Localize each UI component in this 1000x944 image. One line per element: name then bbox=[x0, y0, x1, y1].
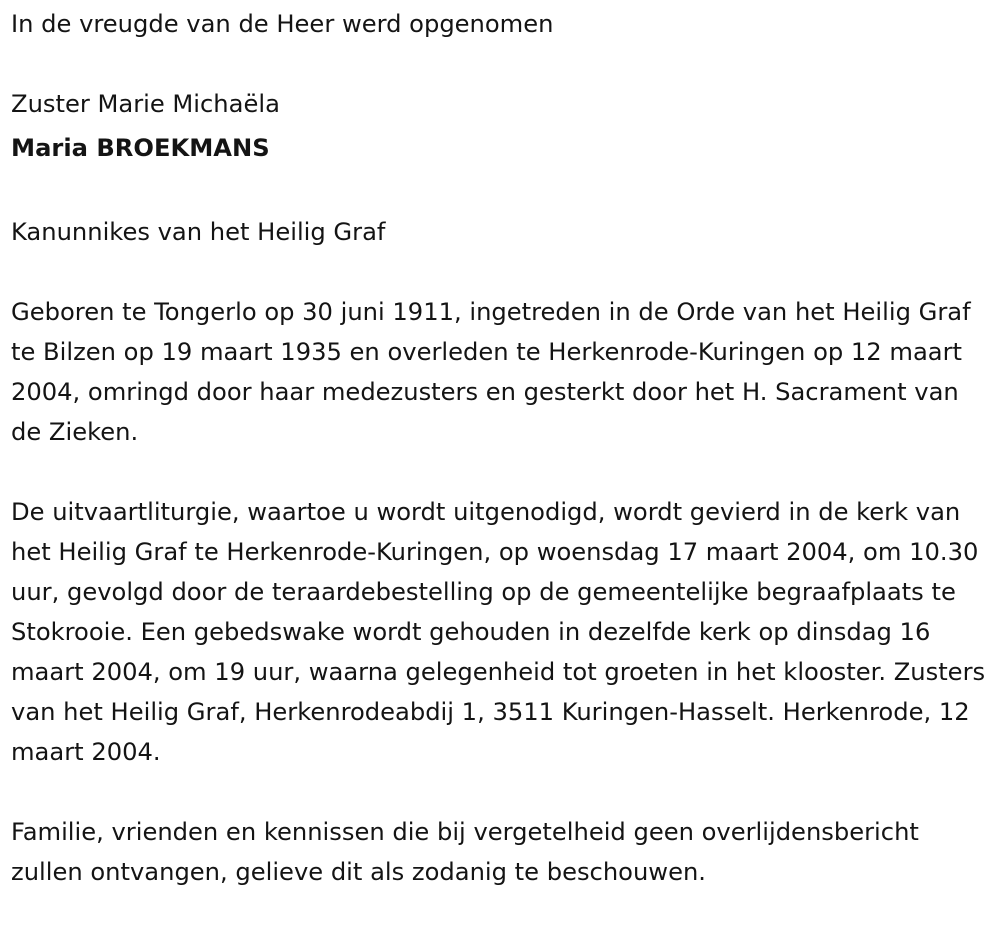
closing-paragraph: Familie, vrienden en kennissen die bij vergetelheid geen overlijdensbericht zullen ontvangen, gelieve dit als zodanig te beschouwen. bbox=[11, 818, 919, 886]
spacer bbox=[11, 252, 995, 292]
notice-heading: In de vreugde van de Heer werd opgenomen bbox=[11, 10, 554, 38]
religious-name: Zuster Marie Michaëla bbox=[11, 90, 280, 118]
spacer bbox=[11, 772, 995, 812]
deceased-full-name: Maria BROEKMANS bbox=[11, 134, 270, 162]
religious-order: Kanunnikes van het Heilig Graf bbox=[11, 218, 386, 246]
spacer bbox=[11, 44, 995, 84]
spacer bbox=[11, 172, 995, 212]
biography-paragraph: Geboren te Tongerlo op 30 juni 1911, ingetreden in de Orde van het Heilig Graf te Bilzen op 19 maart 1935 en overleden te Herkenrode-Kuringen op 12 maart 2004, omringd door haar medezusters en gesterkt door het H. Sacrament van de Zieken. bbox=[11, 298, 971, 446]
spacer bbox=[11, 452, 995, 492]
funeral-details-paragraph: De uitvaartliturgie, waartoe u wordt uitgenodigd, wordt gevierd in de kerk van het Heilig Graf te Herkenrode-Kuringen, op woensdag 17 maart 2004, om 10.30 uur, gevolgd door de teraardebestelling op de gemeentelijke begraafplaats te Stokrooie. Een gebedswake wordt gehouden in dezelfde kerk op dinsdag 16 maart 2004, om 19 uur, waarna gelegenheid tot groeten in het klooster. Zusters van het Heilig Graf, Herkenrodeabdij 1, 3511 Kuringen-Hasselt. Herkenrode, 12 maart 2004. bbox=[11, 498, 986, 766]
death-notice bbox=[11, 4, 995, 892]
